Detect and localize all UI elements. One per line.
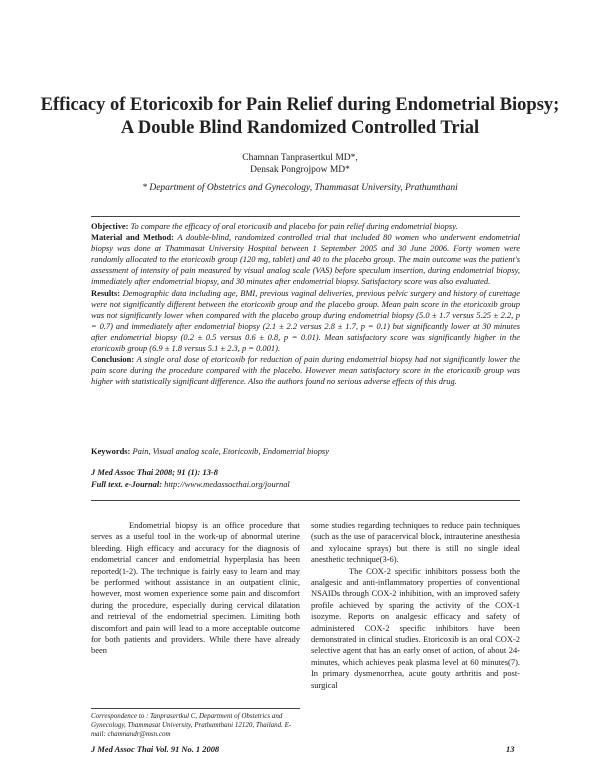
affiliation: * Department of Obstetrics and Gynecology, Thammasat University, Prathumthani: [142, 183, 458, 193]
body-paragraph: Endometrial biopsy is an office procedure that serves as a useful tool in the work-up of abnormal uterine bleeding. High efficacy and accuracy for the diagnosis of endometrial cancer and endometrial hyperplasia has been reported(1-2). The technique is fairly easy to learn and may be performed without assistance in an outpatient clinic, however, most women experience some pain and discomfort during the procedure, especially during cervical dilatation and retrieval of the endometrial specimen. Limiting both discomfort and pain will lead to a more acceptable outcome for both patients and providers. While there have already been: [91, 520, 300, 656]
author-2: Densak Pongrojpow MD*: [250, 165, 350, 175]
objective-label: Objective:: [91, 221, 129, 231]
abstract-results: Results: Demographic data including age, BMI, previous vaginal deliveries, previous pelvic surgery and history of curettage were not significantly different between the etoricoxib group and the placebo group. Mean pain score in the etoricoxib group was not significantly lower when compared with the placebo group during endometrial biopsy (5.0 ± 1.7 versus 5.25 ± 2.2, p = 0.7) and immediately after endometrial biopsy (2.1 ± 2.2 versus 2.8 ± 1.7, p = 0.1) but significantly lower at 30 minutes after endometrial biopsy (0.2 ± 0.5 versus 0.6 ± 0.8, p = 0.01). Mean satisfactory score was significantly higher in the etoricoxib group (6.9 ± 1.8 versus 5.1 ± 2.3, p = 0.001).: [91, 287, 521, 354]
keywords-text: Pain, Visual analog scale, Etoricoxib, Endometrial biopsy: [132, 446, 329, 456]
body-top-rule: [91, 500, 520, 501]
methods-label: Material and Method:: [91, 232, 174, 243]
body-column-left: [91, 520, 300, 657]
keywords: [91, 446, 329, 456]
conclusion-label: Conclusion:: [91, 354, 135, 365]
fulltext-link[interactable]: http://www.medassocthai.org/journal: [164, 478, 290, 489]
abstract-conclusion: Conclusion: A single oral dose of etoricoxib for reduction of pain during endometrial biopsy had not significantly lower the pain score during the procedure compared with the placebo. However mean satisfactory score in the etoricoxib group was higher with statistically significant difference. Also the authors found no serious adverse effects of this drug.: [91, 354, 520, 387]
fulltext-label: Full text. e-Journal:: [91, 478, 163, 489]
abstract-methods: Material and Method: A double-blind, randomized controlled trial that included 80 women who underwent endometrial biopsy was done at Thammasat University Hospital between 1 September 2005 and 30 June 2006. Forty women were randomly allocated to the etoricoxib group (120 mg, tablet) and 40 to the placebo group. The main outcome was the patient's assessment of intensity of pain measured by visual analog scale (VAS) before speculum insertion, during endometrial biopsy, immediately after endometrial biopsy, and 30 minutes after endometrial biopsy. Satisfactory score was also evaluated.: [91, 232, 520, 287]
keywords-label: Keywords:: [91, 446, 131, 456]
abstract: [91, 221, 520, 387]
abstract-top-rule: [91, 216, 520, 217]
body-paragraph: The COX-2 specific inhibitors possess both the analgesic and anti-inflammatory properties of conventional NSAIDs through COX-2 inhibition, with an improved safety profile achieved by sparing the activity of the COX-1 isozyme. Reports on analgesic efficacy and safety of administered COX-2 specific inhibitors have been demonstrated in clinical studies. Etoricoxib is an oral COX-2 selective agent that has an early onset of action, of about 24-minutes, which achieves peak plasma level at 60 minutes(7). In primary dysmenorrhea, acute gouty arthritis and post-surgical: [311, 565, 520, 690]
author-list: [0, 152, 600, 176]
abstract-objective: Objective: To compare the efficacy of oral etoricoxib and placebo for pain relief during endometrial biopsy.: [91, 221, 458, 231]
footnote-rule: [91, 708, 300, 709]
body-paragraph: some studies regarding techniques to reduce pain techniques (such as the use of paracervical block, intrauterine anesthesia and xylocaine sprays) but there is still no single ideal anesthetic technique(3-6).: [311, 520, 520, 565]
page-number: 13: [506, 744, 515, 754]
author-1: Chamnan Tanprasertkul MD*,: [242, 153, 358, 163]
body-column-right: [311, 520, 520, 691]
citation-block: [91, 467, 290, 490]
results-label: Results:: [91, 287, 121, 298]
correspondence-footnote: Correspondence to : Tanprasertkul C, Department of Obstetrics and Gynecology, Thammasat University, Prathumthani 12120, Thailand. E-mail: chamnandr@msn.com: [91, 712, 292, 739]
citation: J Med Assoc Thai 2008; 91 (1): 13-8: [91, 467, 218, 477]
running-footer: J Med Assoc Thai Vol. 91 No. 1 2008: [91, 744, 220, 754]
article-title: Efficacy of Etoricoxib for Pain Relief during Endometrial Biopsy; A Double Blind Randomized Controlled Trial: [40, 95, 560, 138]
